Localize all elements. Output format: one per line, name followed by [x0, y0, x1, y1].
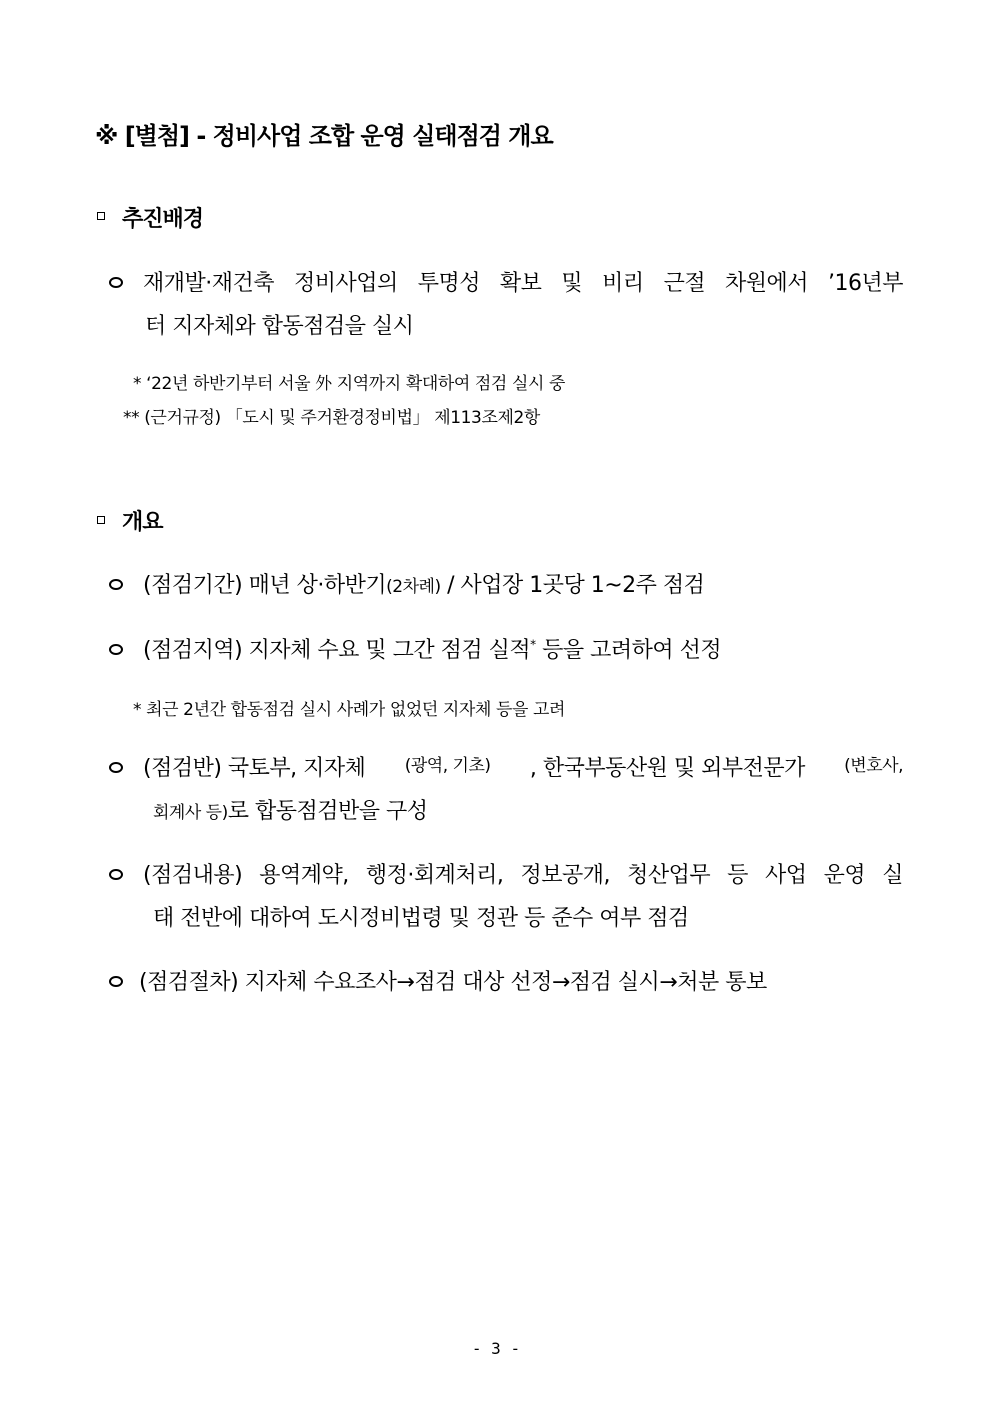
team-line1-b: (광역, 기초)	[404, 756, 491, 776]
section-heading-background: 추진배경	[122, 207, 204, 232]
overview-content-line2: 태 전반에 대하여 도시정비법령 및 정관 등 준수 여부 점검	[153, 906, 689, 931]
period-main: (점검기간) 매년 상·하반기	[143, 573, 387, 598]
document-title: ※ [별첨] - 정비사업 조합 운영 실태점검 개요	[95, 122, 553, 150]
background-note-1: * ‘22년 하반기부터 서울 外 지역까지 확대하여 점검 실시 중	[133, 374, 566, 394]
circle-bullet-icon	[109, 277, 123, 288]
overview-content-line1: (점검내용) 용역계약, 행정·회계처리, 정보공개, 청산업무 등 사업 운영 실	[143, 863, 903, 888]
period-count: (2차례)	[386, 577, 441, 597]
period-rest: / 사업장 1곳당 1~2주 점검	[440, 573, 705, 598]
background-note-2: ** (근거규정) 「도시 및 주거환경정비법」 제113조제2항	[123, 408, 540, 428]
overview-procedure: (점검절차) 지자체 수요조사→점검 대상 선정→점검 실시→처분 통보	[139, 970, 767, 995]
team-line1-d: (변호사,	[844, 756, 903, 776]
region-rest: 등을 고려하여 선정	[535, 638, 722, 663]
circle-bullet-icon	[109, 976, 123, 987]
background-item-line2: 터 지자체와 합동점검을 실시	[145, 314, 414, 339]
circle-bullet-icon	[109, 644, 123, 655]
region-main: (점검지역) 지자체 수요 및 그간 점검 실적	[143, 638, 531, 663]
team-line2-a: 회계사 등)	[153, 803, 228, 823]
overview-period	[143, 568, 704, 599]
section-heading-overview: 개요	[122, 510, 163, 535]
team-line2-b: 로 합동점검반을 구성	[227, 799, 428, 824]
section-marker-square	[97, 212, 105, 220]
circle-bullet-icon	[109, 762, 123, 773]
region-note: * 최근 2년간 합동점검 실시 사례가 없었던 지자체 등을 고려	[133, 700, 566, 720]
circle-bullet-icon	[109, 579, 123, 590]
background-item-line1: 재개발·재건축 정비사업의 투명성 확보 및 비리 근절 차원에서 ’16년부	[143, 271, 903, 296]
overview-team-line2	[153, 794, 428, 825]
page-number: - 3 -	[471, 1339, 521, 1358]
region-footnote-mark: *	[530, 637, 536, 652]
circle-bullet-icon	[109, 869, 123, 880]
team-line1-c: , 한국부동산원 및 외부전문가	[529, 756, 805, 781]
overview-region	[143, 633, 721, 664]
overview-team-line1	[143, 751, 903, 782]
section-marker-square	[97, 516, 105, 524]
team-line1-a: (점검반) 국토부, 지자체	[143, 756, 366, 781]
